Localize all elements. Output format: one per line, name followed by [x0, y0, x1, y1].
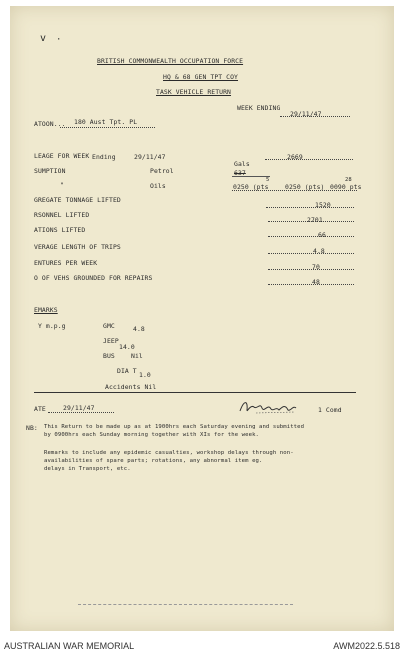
- oil-0090: 0090 pts: [330, 183, 362, 191]
- oils-dots: [232, 190, 357, 191]
- oil-0250-a: 0250 (pts: [233, 183, 269, 191]
- footer-left: AUSTRALIAN WAR MEMORIAL: [4, 641, 135, 651]
- consumption-label: SUMPTION: [34, 167, 66, 175]
- vehicle-gmc-value: 4.8: [133, 325, 145, 333]
- petrol-label: Petrol: [150, 167, 174, 175]
- personnel-label: RSONNEL LIFTED: [34, 211, 90, 219]
- ventures-label: ENTURES PER WEEK: [34, 259, 98, 267]
- vehicle-jeep-name: JEEP: [103, 337, 119, 345]
- signature-scrawl: [238, 398, 308, 416]
- vehicle-bus-value: Nil: [131, 352, 143, 360]
- grounded-label: O OF VEHS GROUNDED FOR REPAIRS: [34, 274, 153, 282]
- rations-value: 66: [318, 231, 326, 239]
- rations-dots: [268, 236, 354, 237]
- ending-label: Ending: [92, 153, 116, 161]
- remarks-note-line-1: Remarks to include any epidemic casualties, workshop delays through non-: [44, 450, 294, 456]
- bottom-dashes: [78, 604, 293, 605]
- vehicle-jeep-value: 14.0: [119, 343, 135, 351]
- rations-label: ATIONS LIFTED: [34, 226, 86, 234]
- oils-label: Oils: [150, 182, 166, 190]
- trip-length-value: 4.8: [313, 247, 325, 255]
- detachment-dots: [60, 127, 155, 128]
- vehicle-bus-name: BUS: [103, 352, 115, 360]
- footer-right: AWM2022.5.518: [333, 641, 400, 651]
- mileage-dots: [265, 159, 353, 160]
- petrol-underline: [232, 176, 270, 177]
- header-unit: HQ & 68 GEN TPT COY: [163, 73, 239, 81]
- grounded-dots: [268, 284, 354, 285]
- date-label: ATE: [34, 405, 46, 413]
- corner-mark: v: [40, 33, 47, 44]
- ventures-value: 70: [312, 263, 320, 271]
- remarks-label: EMARKS: [34, 306, 58, 314]
- petrol-value: 637: [234, 169, 246, 177]
- oil-small-1: 5: [266, 177, 270, 183]
- ending-value: 29/11/47: [134, 153, 166, 161]
- vehicle-diat-name: DIA T: [117, 367, 137, 375]
- ventures-dots: [268, 269, 354, 270]
- oil-small-2: 28: [345, 177, 352, 183]
- remarks-note-line-3: delays in Transport, etc.: [44, 466, 131, 472]
- vehicle-diat-value: 1.0: [139, 371, 151, 379]
- remarks-divider: [34, 392, 356, 393]
- mileage-value: 2669: [287, 153, 303, 161]
- detachment-label: ATOON...: [34, 120, 66, 128]
- trip-length-label: VERAGE LENGTH OF TRIPS: [34, 243, 121, 251]
- date-dots: [48, 412, 114, 413]
- trip-length-dots: [268, 253, 354, 254]
- document-page: [10, 6, 394, 631]
- week-ending-label: WEEK ENDING: [237, 104, 281, 112]
- detachment-value: 180 Aust Tpt. PL: [74, 118, 138, 126]
- corner-mark-2: ·: [56, 35, 62, 45]
- tonnage-value: 1520: [315, 201, 331, 209]
- personnel-value: 2701: [307, 216, 323, 224]
- grounded-value: 48: [312, 278, 320, 286]
- mpg-label: Y m.p.g: [38, 322, 66, 330]
- oil-0250-b: 0250 (pts): [285, 183, 325, 191]
- header-title: TASK VEHICLE RETURN: [156, 88, 232, 96]
- gals-label: Gals: [234, 160, 250, 168]
- date-value: 29/11/47: [63, 404, 95, 412]
- note-line-1: This Return to be made up as at 1900hrs each Saturday evening and submitted: [44, 424, 305, 430]
- accidents-text: Accidents Nil: [105, 383, 157, 391]
- remarks-note-line-2: availabilities of spare parts; rotations, any abnormal item eg.: [44, 458, 263, 464]
- mileage-label: LEAGE FOR WEEK: [34, 152, 90, 160]
- signature-suffix: 1 Comd: [318, 406, 342, 414]
- header-org: BRITISH COMMONWEALTH OCCUPATION FORCE: [97, 57, 244, 65]
- vehicle-gmc-name: GMC: [103, 322, 115, 330]
- ditto-mark: ": [60, 181, 64, 189]
- note-nb-label: NB:: [26, 424, 38, 432]
- note-line-2: by 0900hrs each Sunday morning together with XIs for the week.: [44, 432, 259, 438]
- tonnage-dots: [266, 207, 354, 208]
- week-ending-value: 29/11/47: [290, 110, 322, 118]
- tonnage-label: GREGATE TONNAGE LIFTED: [34, 196, 121, 204]
